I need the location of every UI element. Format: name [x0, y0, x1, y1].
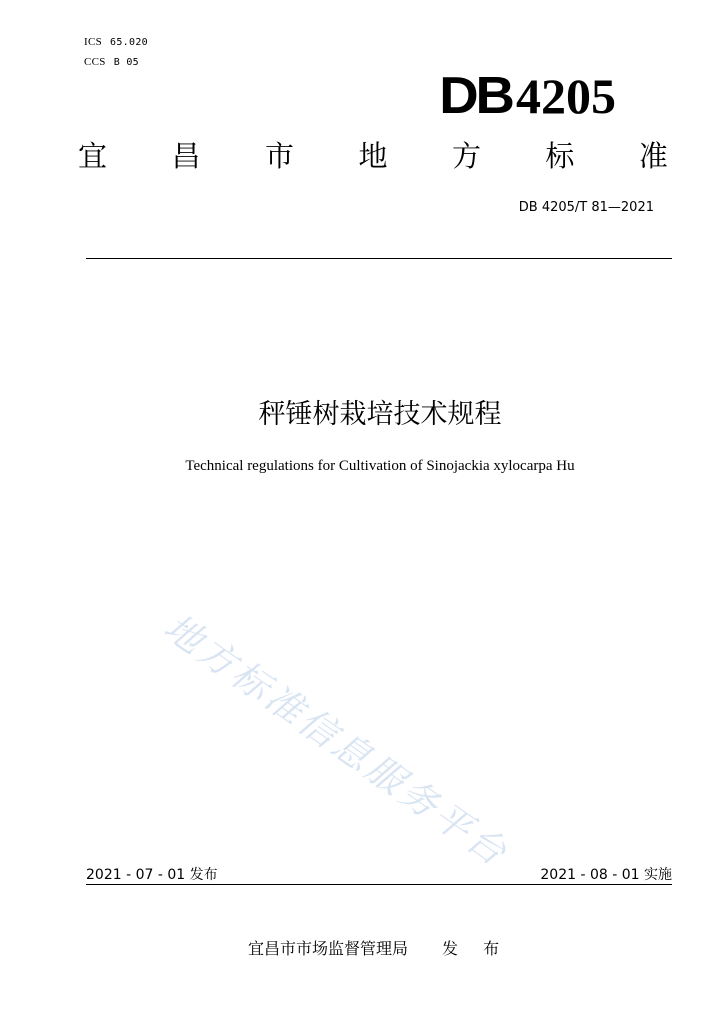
standard-type-char: 方: [451, 139, 481, 173]
issue-date: 2021 - 07 - 01 发布: [86, 867, 218, 883]
watermark: 地方标准信息服务平台: [156, 605, 517, 876]
db-prefix: DB: [439, 67, 512, 125]
ics-value: 65.020: [110, 37, 148, 48]
db-number: 4205: [516, 68, 616, 124]
standard-type-char: 地: [358, 139, 388, 173]
ics-label: ICS: [84, 36, 103, 48]
issuer-name: 宜昌市市场监督管理局: [248, 939, 409, 958]
ccs-value: B 05: [113, 57, 139, 68]
standard-number: DB 4205/T 81—2021: [518, 200, 654, 215]
standard-type-heading: [78, 136, 668, 176]
issuer-line: [248, 936, 509, 959]
ics-code: [84, 36, 148, 48]
standard-type-char: 标: [545, 139, 575, 173]
issuer-action: 发 布: [442, 939, 510, 958]
ccs-code: [84, 56, 139, 68]
standard-type-char: 宜: [78, 139, 108, 173]
ccs-label: CCS: [84, 56, 106, 68]
implementation-date: 2021 - 08 - 01 实施: [540, 867, 672, 883]
top-divider: [86, 258, 672, 259]
title-chinese: 秤锤树栽培技术规程: [258, 399, 502, 430]
standard-type-char: 准: [638, 139, 668, 173]
standard-type-char: 昌: [171, 139, 201, 173]
db-logo: [441, 66, 616, 126]
bottom-divider: [86, 884, 672, 885]
title-english: Technical regulations for Cultivation of Sinojackia xylocarpa Hu: [185, 458, 575, 474]
standard-type-char: 市: [264, 139, 294, 173]
